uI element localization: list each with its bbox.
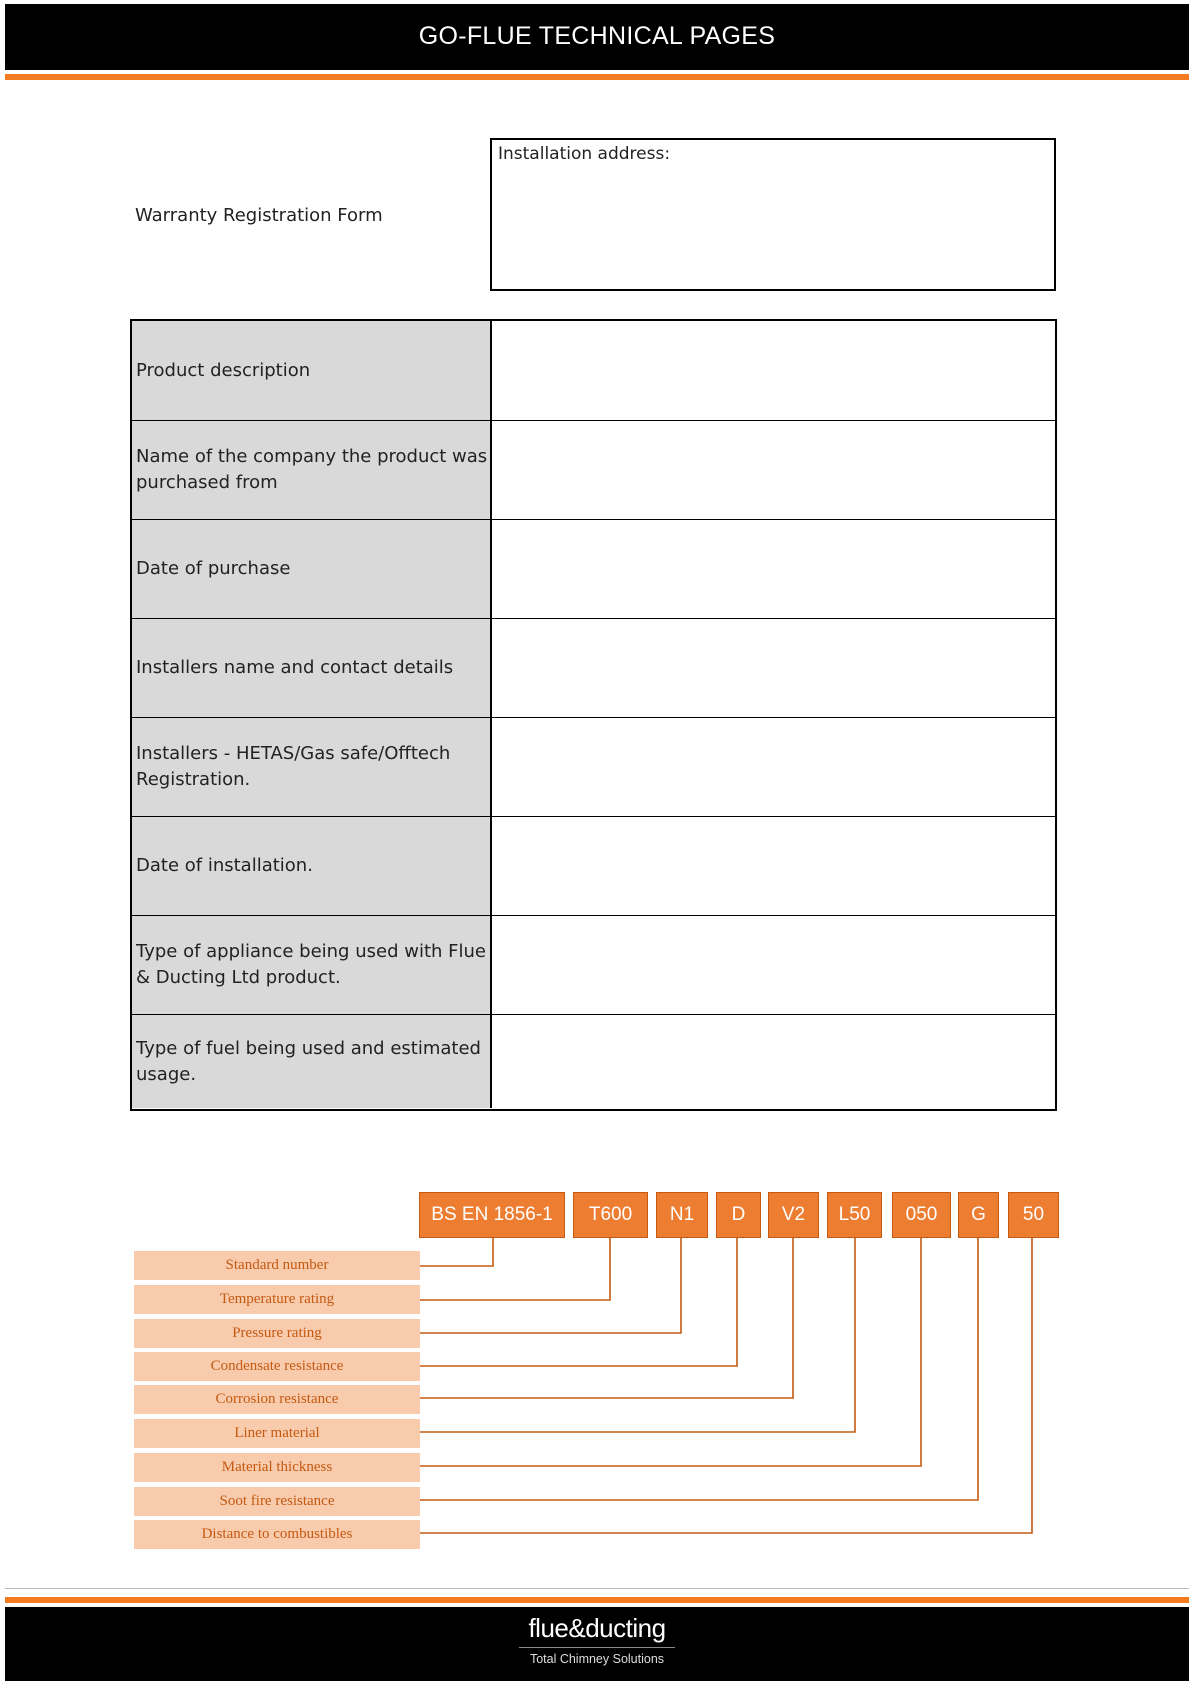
code-condensate-resistance: D xyxy=(716,1192,761,1238)
leader-line-corrosion-resistance xyxy=(420,1238,793,1398)
table-row xyxy=(132,420,1055,519)
table-row xyxy=(132,321,1055,420)
logo-wordmark: flue&ducting xyxy=(528,1613,666,1643)
page-title: GO-FLUE TECHNICAL PAGES xyxy=(418,22,776,50)
code-corrosion-resistance: V2 xyxy=(768,1192,819,1238)
installer-registration-field[interactable] xyxy=(492,718,1055,816)
table-row xyxy=(132,915,1055,1014)
leader-line-pressure-rating xyxy=(420,1238,681,1333)
label-liner-material: Liner material xyxy=(134,1419,420,1448)
code-temperature-rating: T600 xyxy=(573,1192,648,1238)
code-material-thickness: 050 xyxy=(892,1192,951,1238)
row-label-installer-registration: Installers - HETAS/Gas safe/Offtech Registration. xyxy=(132,718,492,816)
label-material-thickness: Material thickness xyxy=(134,1453,420,1482)
date-of-purchase-field[interactable] xyxy=(492,520,1055,618)
table-row xyxy=(132,618,1055,717)
header-accent-rule xyxy=(5,74,1189,80)
table-row xyxy=(132,816,1055,915)
table-row xyxy=(132,519,1055,618)
code-distance-to-combustibles: 50 xyxy=(1008,1192,1059,1238)
code-pressure-rating: N1 xyxy=(656,1192,708,1238)
logo-tagline: Total Chimney Solutions xyxy=(529,1652,665,1666)
label-standard-number: Standard number xyxy=(134,1251,420,1280)
table-row xyxy=(132,1014,1055,1108)
leader-line-material-thickness xyxy=(420,1238,921,1466)
footer-accent-rule xyxy=(5,1597,1189,1603)
date-of-installation-field[interactable] xyxy=(492,817,1055,915)
logo-divider xyxy=(519,1647,675,1648)
footer-divider xyxy=(5,1588,1189,1589)
installer-contact-field[interactable] xyxy=(492,619,1055,717)
label-pressure-rating: Pressure rating xyxy=(134,1319,420,1348)
leader-line-distance-to-combustibles xyxy=(420,1238,1032,1533)
leader-line-soot-fire-resistance xyxy=(420,1238,978,1500)
label-distance-to-combustibles: Distance to combustibles xyxy=(134,1520,420,1549)
page-header xyxy=(5,4,1189,70)
code-standard-number: BS EN 1856-1 xyxy=(419,1192,565,1238)
row-label-purchased-from: Name of the company the product was purchased from xyxy=(132,421,492,519)
label-corrosion-resistance: Corrosion resistance xyxy=(134,1385,420,1414)
purchased-from-field[interactable] xyxy=(492,421,1055,519)
installation-address-label: Installation address: xyxy=(498,144,671,164)
row-label-installer-contact: Installers name and contact details xyxy=(132,619,492,717)
leader-line-temperature-rating xyxy=(420,1238,610,1300)
row-label-appliance-type: Type of appliance being used with Flue & Ducting Ltd product. xyxy=(132,916,492,1014)
code-soot-fire-resistance: G xyxy=(958,1192,999,1238)
leader-line-liner-material xyxy=(420,1238,855,1432)
page-footer xyxy=(5,1607,1189,1681)
row-label-product-description: Product description xyxy=(132,321,492,420)
form-heading: Warranty Registration Form xyxy=(135,205,383,226)
leader-line-condensate-resistance xyxy=(420,1238,737,1366)
row-label-fuel-type: Type of fuel being used and estimated usage. xyxy=(132,1015,492,1108)
row-label-date-of-installation: Date of installation. xyxy=(132,817,492,915)
label-temperature-rating: Temperature rating xyxy=(134,1285,420,1314)
appliance-type-field[interactable] xyxy=(492,916,1055,1014)
installation-address-field[interactable] xyxy=(490,138,1056,291)
company-logo xyxy=(5,1613,1189,1666)
code-liner-material: L50 xyxy=(827,1192,882,1238)
product-description-field[interactable] xyxy=(492,321,1055,420)
table-row xyxy=(132,717,1055,816)
row-label-date-of-purchase: Date of purchase xyxy=(132,520,492,618)
registration-table xyxy=(130,319,1057,1111)
label-soot-fire-resistance: Soot fire resistance xyxy=(134,1487,420,1516)
leader-line-standard-number xyxy=(420,1238,493,1266)
label-condensate-resistance: Condensate resistance xyxy=(134,1352,420,1381)
fuel-type-field[interactable] xyxy=(492,1015,1055,1108)
